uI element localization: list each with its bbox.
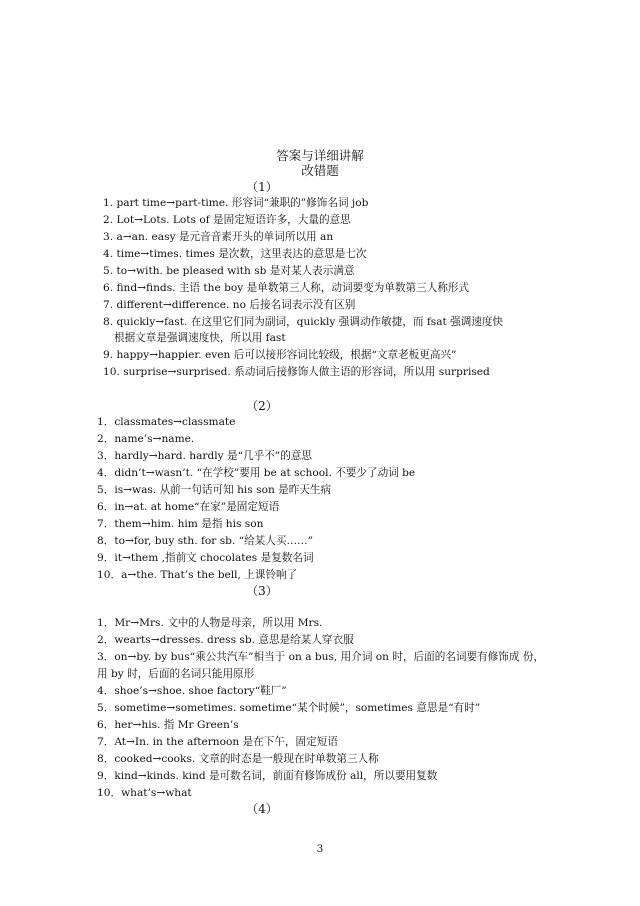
section-2-line: 2．name’s→name. <box>97 433 195 445</box>
section-2-line: 8．to→for, buy sth. for sb. “给某人买……” <box>97 535 314 547</box>
section-3-line: 用 by 时，后面的名词只能用原形 <box>97 668 255 680</box>
section-1-line: 7. different→difference. no 后接名词表示没有区别 <box>103 299 356 311</box>
section-2-line: 4．didn’t→wasn’t. “在学校”要用 be at school. 不要少了动词 be <box>97 467 416 479</box>
section-3-line: 2．wearts→dresses. dress sb. 意思是给某人穿衣服 <box>97 634 354 646</box>
section-1-line: 5. to→with. be pleased with sb 是对某人表示满意 <box>103 265 355 277</box>
section-1-line: 1. part time→part-time. 形容词“兼职的”修饰名词 job <box>103 197 369 209</box>
section-3-line: 4．shoe’s→shoe. shoe factory“鞋厂” <box>97 685 287 697</box>
section-2-line: 3．hardly→hard. hardly 是“几乎不”的意思 <box>97 450 312 462</box>
section-3-line: 9．kind→kinds. kind 是可数名词，前面有修饰成份 all，所以要用复数 <box>97 770 438 782</box>
section-1-line: 10. surprise→surprised. 系动词后接修饰人做主语的形容词，所以用 surprised <box>103 366 490 378</box>
section-2-line: 6．in→at. at home“在家”是固定短语 <box>97 501 280 513</box>
section-3-line: 5．sometime→sometimes. sometime“某个时候”，sometimes 意思是“有时” <box>97 702 481 714</box>
section-2-line: 7．them→him. him 是指 his son <box>97 518 264 530</box>
page-number: 3 <box>316 843 324 855</box>
section-2-line: 1．classmates→classmate <box>97 416 236 428</box>
section-2-line: 5．is→was. 从前一句话可知 his son 是昨天生病 <box>97 484 332 496</box>
section-1-line: 8. quickly→fast. 在这里它们同为副词，quickly 强调动作敏捷，而 fsat 强调速度快 <box>103 316 504 328</box>
section-3-line: 8．cooked→cooks. 文章的时态是一般现在时单数第三人称 <box>97 753 379 765</box>
section-3-label: （3） <box>246 584 278 598</box>
section-3-line: 3．on→by. by bus“乘公共汽车”相当于 on a bus, 用介词 on 时，后面的名词要有修饰成 份， <box>97 651 545 663</box>
section-4-label: （4） <box>246 802 278 816</box>
section-1-line: 9. happy→happier. even 后可以接形容词比较级，根据“文章老板更高兴” <box>103 349 457 361</box>
section-1-line: 3. a→an. easy 是元音音素开头的单词所以用 an <box>103 231 334 243</box>
section-3-line: 6．her→his. 指 Mr Green’s <box>97 719 239 731</box>
section-3-line: 10．what’s→what <box>97 787 192 799</box>
doc-subtitle: 改错题 <box>301 163 339 178</box>
section-1-line: 2. Lot→Lots. Lots of 是固定短语许多，大量的意思 <box>103 214 351 226</box>
section-1-line: 6. find→finds. 主语 the boy 是单数第三人称，动词要变为单数第三人称形式 <box>103 282 470 294</box>
section-1-label: （1） <box>246 180 278 194</box>
section-3-line: 7．At→In. in the afternoon 是在下午，固定短语 <box>97 736 338 748</box>
doc-title: 答案与详细讲解 <box>276 148 364 163</box>
section-1-line: 4. time→times. times 是次数，这里表达的意思是七次 <box>103 248 367 260</box>
section-2-line: 9．it→them ,指前文 chocolates 是复数名词 <box>97 552 314 564</box>
section-3-line: 1．Mr→Mrs. 文中的人物是母亲，所以用 Mrs. <box>97 617 323 629</box>
section-2-line: 10．a→the. That’s the bell, 上课铃响了 <box>97 569 298 581</box>
section-2-label: （2） <box>246 399 278 413</box>
section-1-line: 根据文章是强调速度快，所以用 fast <box>114 332 286 344</box>
